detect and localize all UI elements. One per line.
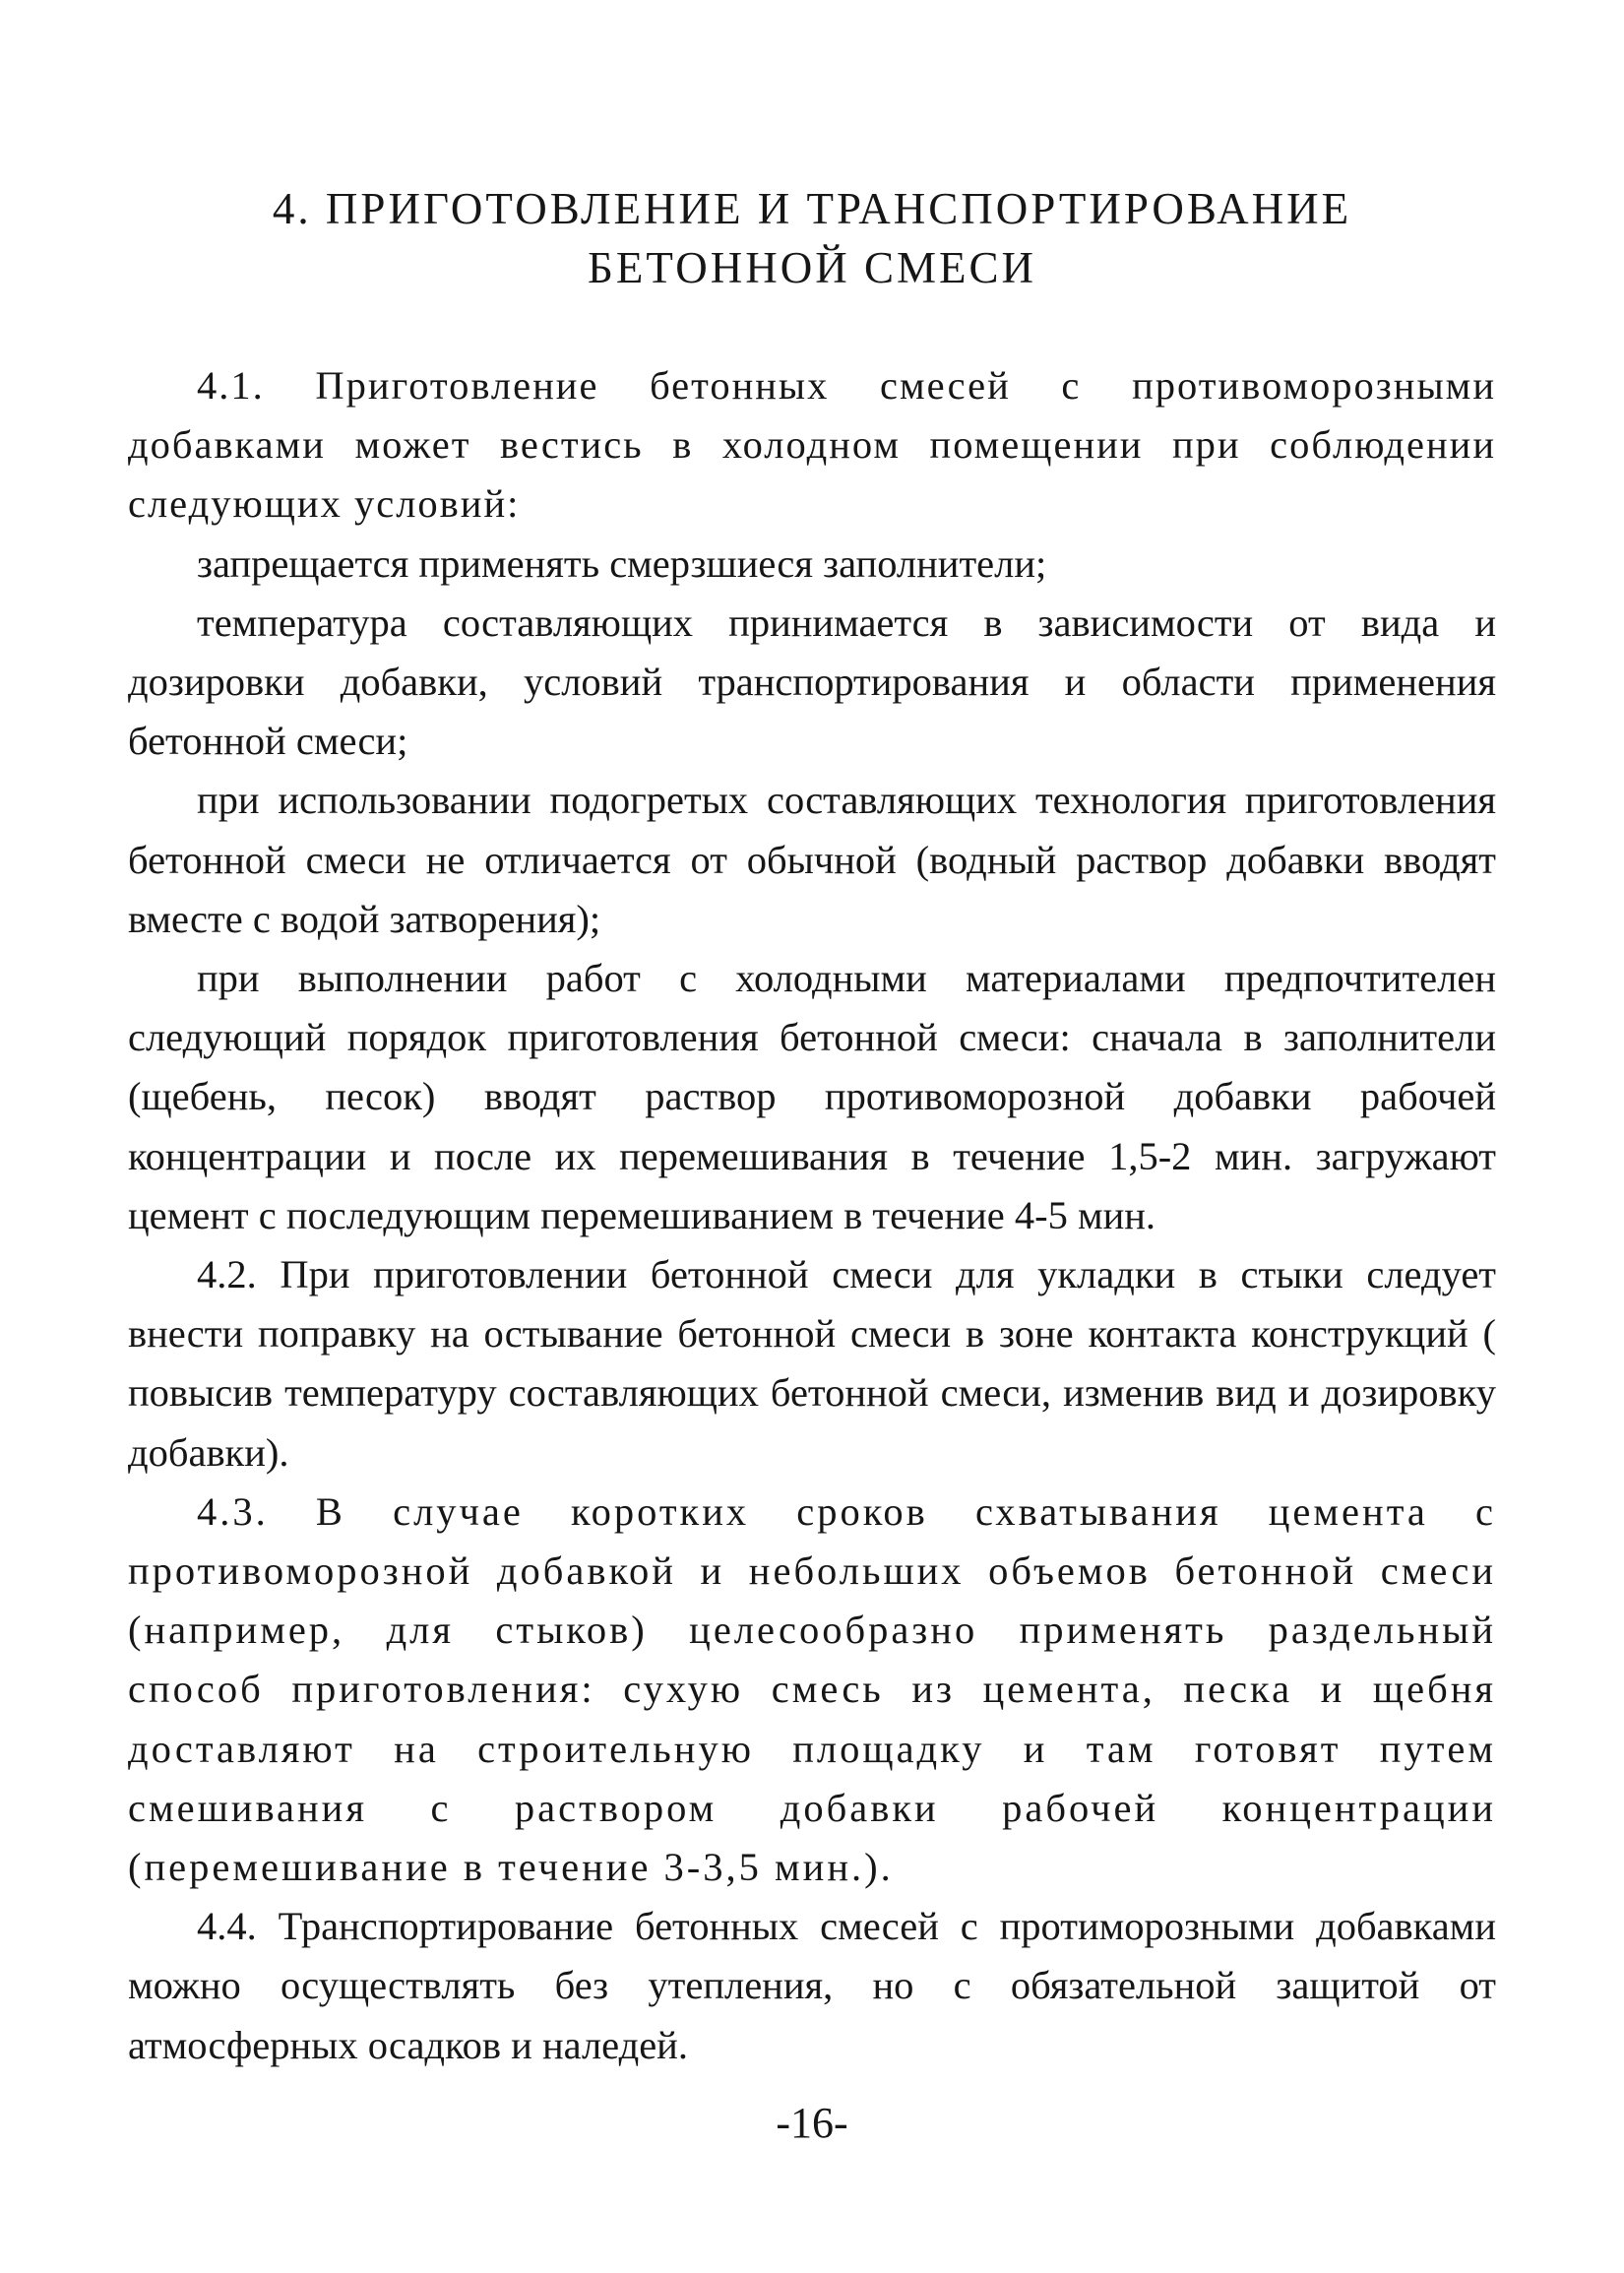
paragraph-4-1: 4.1. Приготовление бетонных смесей с противоморозными добавками может вестись в холодном помещении при соблюдении следующих условий: (128, 363, 1496, 527)
paragraph-condition-heated-components: при использовании подогретых составляющих технология приготовления бетонной смеси не отличается от обычной (водный раствор добавки вводят вместе с водой затворения); (128, 778, 1496, 941)
section-heading-line-2: БЕТОННОЙ СМЕСИ (588, 243, 1036, 292)
paragraph-4-2: 4.2. При приготовлении бетонной смеси для укладки в стыки следует внести поправку на остывание бетонной смеси в зоне контакта конструкций ( повысив температуру составляющих бетонной смеси, изменив вид и дозировку добавки). (128, 1252, 1496, 1475)
paragraph-4-4: 4.4. Транспортирование бетонных смесей с протиморозными добавками можно осуществлять без утепления, но с обязательной защитой от атмосферных осадков и наледей. (128, 1904, 1496, 2067)
paragraph-condition-temperature: температура составляющих принимается в зависимости от вида и дозировки добавки, условий транспортирования и области применения бетонной смеси; (128, 600, 1496, 764)
paragraph-4-3: 4.3. В случае коротких сроков схватывания цемента с противоморозной добавкой и небольших объемов бетонной смеси (например, для стыков) целесообразно применять раздельный способ приготовления: сухую смесь из цемента, песка и щебня доставляют на строительную площадку и там готовят путем смешивания с раствором добавки рабочей концентрации (перемешивание в течение 3-3,5 мин.). (128, 1488, 1496, 1890)
section-heading-line-1: 4. ПРИГОТОВЛЕНИЕ И ТРАНСПОРТИРОВАНИЕ (272, 184, 1352, 233)
section-heading (0, 179, 1624, 297)
paragraph-condition-frozen-aggregates: запрещается применять смерзшиеся заполнители; (197, 540, 1047, 586)
page-number: -16- (776, 2099, 848, 2147)
section-body (128, 356, 1496, 2075)
paragraph-condition-cold-materials: при выполнении работ с холодными материалами предпочтителен следующий порядок приготовления бетонной смеси: сначала в заполнители (щебень, песок) вводят раствор противоморозной добавки рабочей концентрации и после их перемешивания в течение 1,5-2 мин. загружают цемент с последующим перемешиванием в течение 4-5 мин. (128, 956, 1496, 1237)
